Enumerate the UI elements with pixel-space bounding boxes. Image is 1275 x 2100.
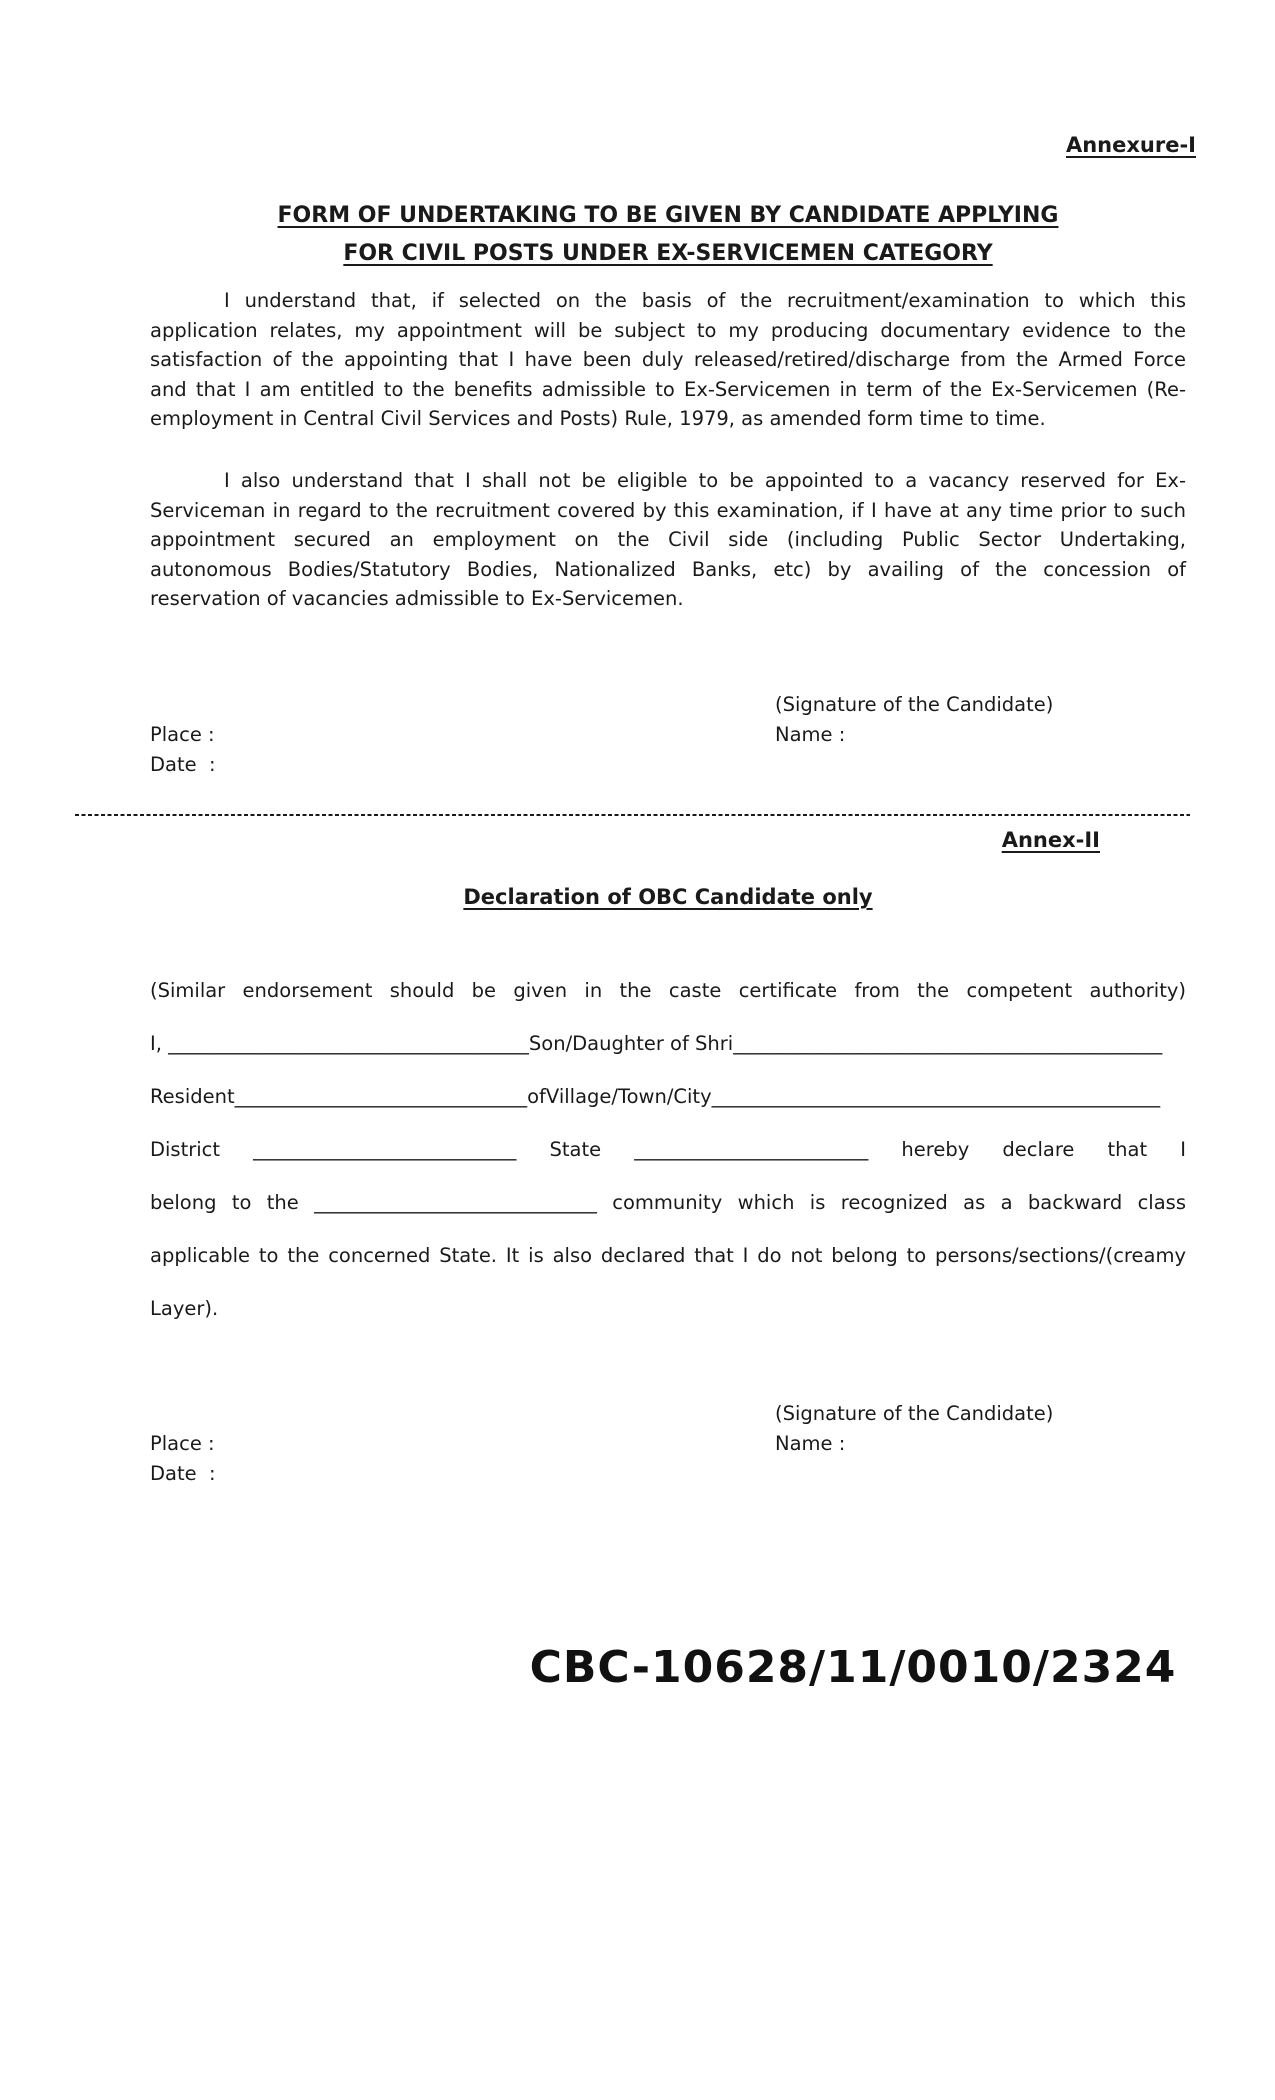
obc-fill-line-resident: Resident______________________________ofVillage/Town/City______________________________________________: [150, 1085, 1161, 1108]
date-label: Date :: [150, 1462, 216, 1485]
paragraph-line: reservation of vacancies admissible to Ex-Servicemen.: [150, 587, 684, 610]
form-title-line-1: FORM OF UNDERTAKING TO BE GIVEN BY CANDIDATE APPLYING: [277, 203, 1059, 228]
undertaking-paragraph-2: [150, 466, 1186, 614]
undertaking-paragraph-1: [150, 286, 1186, 434]
signature-block-2: [150, 1399, 1186, 1489]
name-label: Name :: [775, 723, 846, 746]
form-title-line-2: FOR CIVIL POSTS UNDER EX-SERVICEMEN CATEGORY: [343, 241, 993, 266]
signature-row: [150, 1459, 1186, 1489]
signature-row: [150, 1399, 1186, 1429]
obc-note-line: (Similar endorsement should be given in the caste certificate from the competent authority): [150, 979, 1186, 1002]
paragraph-line: I understand that, if selected on the basis of the recruitment/examination to which this: [224, 289, 1186, 312]
paragraph-line: employment in Central Civil Services and Posts) Rule, 1979, as amended form time to time.: [150, 407, 1046, 430]
paragraph-line: I also understand that I shall not be eligible to be appointed to a vacancy reserved for Ex-: [224, 469, 1186, 492]
reference-number: CBC-10628/11/0010/2324: [529, 1642, 1177, 1693]
signature-of-candidate-label: (Signature of the Candidate): [775, 693, 1054, 716]
obc-fill-line-community: belong to the _____________________________ community which is recognized as a backward class: [150, 1191, 1186, 1214]
paragraph-line: autonomous Bodies/Statutory Bodies, Nationalized Banks, etc) by availing of the concession of: [150, 557, 1186, 581]
paragraph-line: appointment secured an employment on the Civil side (including Public Sector Undertaking,: [150, 528, 1186, 551]
paragraph-line: satisfaction of the appointing that I have been duly released/retired/discharge from the Armed Force: [150, 348, 1186, 371]
obc-fill-line-district-state: District ___________________________ State ________________________ hereby declare that I: [150, 1138, 1186, 1161]
place-label: Place :: [150, 1432, 215, 1455]
paragraph-line: and that I am entitled to the benefits admissible to Ex-Servicemen in term of the Ex-Servicemen (Re-: [150, 377, 1186, 401]
date-label: Date :: [150, 753, 216, 776]
signature-row: [150, 720, 1186, 750]
obc-declaration-body: [150, 976, 1186, 1347]
paragraph-line: application relates, my appointment will be subject to my producing documentary evidence to the: [150, 318, 1186, 342]
annex-2-label: Annex-II: [1001, 828, 1100, 852]
signature-block-1: [150, 690, 1186, 780]
place-label: Place :: [150, 723, 215, 746]
signature-of-candidate-label: (Signature of the Candidate): [775, 1402, 1054, 1425]
signature-row: [150, 750, 1186, 780]
name-label: Name :: [775, 1432, 846, 1455]
obc-declaration-heading: Declaration of OBC Candidate only: [463, 885, 873, 909]
obc-text-line-end: Layer).: [150, 1297, 219, 1320]
signature-row: [150, 1429, 1186, 1459]
annexure-1-label: Annexure-I: [1065, 133, 1196, 157]
obc-fill-line-name: I, _____________________________________Son/Daughter of Shri____________________________________________: [150, 1032, 1163, 1055]
obc-text-line: applicable to the concerned State. It is also declared that I do not belong to persons/sections/(creamy: [150, 1244, 1186, 1267]
dashed-separator: [75, 814, 1190, 816]
form-title: [150, 197, 1186, 273]
paragraph-line: Serviceman in regard to the recruitment covered by this examination, if I have at any time prior to such: [150, 498, 1186, 522]
signature-row: [150, 690, 1186, 720]
